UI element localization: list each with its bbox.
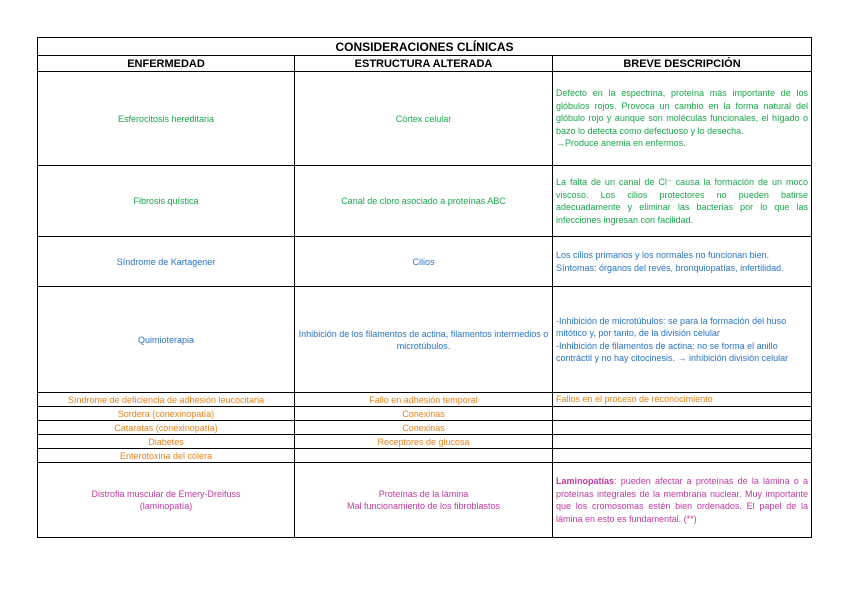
table-row: [38, 463, 812, 538]
header-description: BREVE DESCRIPCIÓN: [553, 56, 812, 72]
description-line: Los cilios primarios y los normales no funcionan bien. Síntomas: órganos del revés, bronquiopatías, infertilidad.: [556, 250, 784, 273]
description-cell: [553, 237, 812, 287]
header-structure: ESTRUCTURA ALTERADA: [295, 56, 553, 72]
table-row: [38, 407, 812, 421]
structure-line: Proteínas de la lámina: [378, 489, 469, 499]
disease-line: (laminopatía): [139, 501, 193, 511]
table-title: CONSIDERACIONES CLÍNICAS: [38, 38, 812, 56]
disease-cell: Sordera (conexinopatía): [38, 407, 295, 421]
description-cell: [553, 435, 812, 449]
disease-cell: [38, 463, 295, 538]
description-line: →Produce anemia en enfermos.: [556, 138, 686, 149]
structure-cell: [295, 463, 553, 538]
description-cell: [553, 287, 812, 393]
structure-cell: Receptores de glucosa: [295, 435, 553, 449]
table-row: [38, 449, 812, 463]
structure-cell: Canal de cloro asociado a proteínas ABC: [295, 166, 553, 237]
structure-cell: [295, 449, 553, 463]
description-cell: [553, 421, 812, 435]
structure-cell: Cilios: [295, 237, 553, 287]
description-cell: [553, 72, 812, 166]
table-row: [38, 72, 812, 166]
structure-cell: Conexinas: [295, 421, 553, 435]
disease-cell: Fibrosis quística: [38, 166, 295, 237]
description-text: : pueden afectar a proteínas de la lámina o a proteínas integrales de la membrana nuclear. Muy importante que los cromosomas estén bien ordenados. El papel de la lámina en esto es fundamental. (**): [556, 476, 808, 524]
description-cell: [553, 407, 812, 421]
description-line: -Inhibición de filamentos de actina: no se forma el anillo contráctil y no hay citocinesis. → inhibición división celular: [556, 340, 789, 363]
description-line: La falta de un canal de Cl⁻ causa la formación de un moco viscoso. Los cilios protectores no pueden batirse adecuadamente y eliminar las bacterias por lo que las infecciones ingresan con facilidad.: [556, 177, 808, 225]
structure-cell: Córtex celular: [295, 72, 553, 166]
clinical-considerations-table: [37, 37, 812, 538]
disease-cell: Síndrome de deficiencia de adhesión leucocitaria: [38, 393, 295, 407]
disease-line: Distrofia muscular de Emery-Dreifuss: [91, 489, 241, 499]
description-cell: Fallos en el proceso de reconocimiento: [553, 393, 812, 407]
structure-cell: Fallo en adhesión temporal: [295, 393, 553, 407]
structure-line: Mal funcionamiento de los fibroblastos: [346, 501, 501, 511]
disease-cell: Diabetes: [38, 435, 295, 449]
table-row: [38, 237, 812, 287]
structure-cell: Conexinas: [295, 407, 553, 421]
description-cell: [553, 449, 812, 463]
disease-cell: Enterotoxina del cólera: [38, 449, 295, 463]
table-row: [38, 287, 812, 393]
disease-cell: Quimioterapia: [38, 287, 295, 393]
disease-cell: Síndrome de Kartagener: [38, 237, 295, 287]
table-row: [38, 435, 812, 449]
description-cell: [553, 463, 812, 538]
disease-cell: Esferocitosis hereditaria: [38, 72, 295, 166]
table-row: [38, 393, 812, 407]
disease-cell: Cataratas (conexinopatía): [38, 421, 295, 435]
description-line: Defecto en la espectrina, proteína más importante de los glóbulos rojos. Provoca un cambio en la forma natural del glóbulo rojo y aunque son moléculas funcionales, el hígado o bazo lo detecta como defectuoso y lo desecha.: [556, 88, 808, 136]
header-disease: ENFERMEDAD: [38, 56, 295, 72]
table-row: [38, 166, 812, 237]
structure-cell: Inhibición de los filamentos de actina, filamentos intermedios o microtúbulos.: [295, 287, 553, 393]
table-row: [38, 421, 812, 435]
description-highlight: Laminopatías: [556, 476, 615, 486]
description-cell: [553, 166, 812, 237]
description-line: -Inhibición de microtúbulos: se para la formación del huso mitótico y, por tanto, de la división celular: [556, 315, 787, 338]
